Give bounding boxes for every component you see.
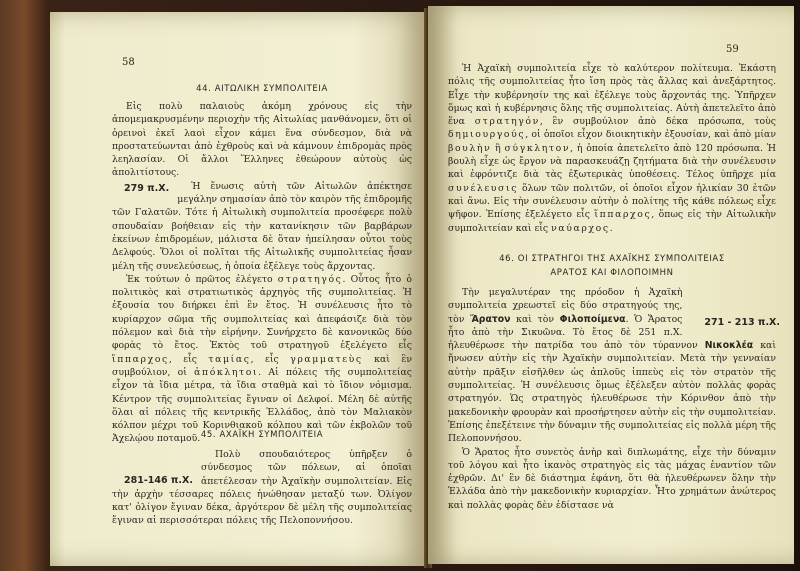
- text: ὅλων τῶν πολιτῶν, οἱ ὁποῖοι εἶχον ἡλικίαν 30 ἐτῶν καὶ ἄνω. Εἰς τὴν συνέλευσιν αὐτὴν ὁ πολίτης τῆς κάθε πόλεως εἶχε ψῆφον. Ἐπίσης ἐξελέγετο εἷς: [448, 182, 776, 221]
- spaced-term: ἵππαρχος: [594, 209, 652, 221]
- text: , ἓν συμβούλιον ἀπὸ δέκα πρόσωπα, τοὺς: [539, 116, 776, 128]
- section-subheading: ΑΡΑΤΟΣ ΚΑΙ ΦΙΛΟΠΟΙΜΗΝ: [550, 268, 674, 278]
- text: καὶ ἓν συμβούλιον, οἱ: [112, 353, 412, 378]
- spaced-term: ναύαρχος: [551, 222, 610, 234]
- paragraph: [112, 180, 412, 273]
- text: ἢ: [495, 142, 501, 154]
- section-body: [448, 62, 776, 268]
- spaced-term: στρατηγόν: [474, 116, 540, 128]
- text: , εἷς: [168, 353, 197, 365]
- margin-date: 279 π.Χ.: [124, 182, 170, 194]
- spaced-term: βουλὴν: [448, 142, 492, 154]
- section-heading: 45. ΑΧΑΪΚΗ ΣΥΜΠΟΛΙΤΕΙΑ: [200, 430, 324, 440]
- text: .: [609, 222, 613, 234]
- section-heading: 44. ΑΙΤΩΛΙΚΗ ΣΥΜΠΟΛΙΤΕΙΑ: [196, 84, 328, 94]
- margin-date: 281-146 π.Χ.: [124, 475, 193, 486]
- paragraph: [448, 286, 780, 446]
- text: . Ὁ Ἄρατος ἦτο ἀπὸ τὴν Σικυῶνα. Τὸ ἔτος δὲ 251 π.Χ. ἠλευθέρωσε τὴν πατρίδα του ἀπὸ τὸν τύραννον: [448, 313, 698, 352]
- text: καὶ τὸν: [516, 313, 554, 325]
- spaced-term: στρατηγός: [277, 273, 343, 285]
- spaced-term: ταμίας: [208, 353, 251, 365]
- bold-name: Φιλοποίμενα: [559, 313, 626, 325]
- bold-name: Ἄρατον: [470, 313, 511, 325]
- page-number: 58: [122, 57, 135, 68]
- spaced-term: γραμματεὺς: [290, 353, 363, 365]
- paragraph: Εἰς πολὺ παλαιοὺς ἀκόμη χρόνους εἰς τὴν ἀπομεμακρυσμένην περιοχὴν τῆς Αἰτωλίας μανθάνομεν, ὅτι οἱ ὀρεινοὶ ἐκεῖ λαοὶ εἶχον κάμει ἕνα σύνδεσμον, διὰ νὰ προστατεύωνται ἀπὸ ἐχθροὺς καὶ νὰ κάμνουν ἐπιδρομὰς πρὸς λεηλασίαν. Οἱ ἄλλοι Ἕλληνες ἐθεώρουν αὐτοὺς ὡς ἀπολιτίστους.: [112, 101, 412, 179]
- spaced-term: ἵππαρχος: [112, 353, 169, 365]
- paragraph-text: Ἡ ἕνωσις αὐτὴ τῶν Αἰτωλῶν ἀπέκτησε μεγάλην σημασίαν ἀπὸ τὸν καιρὸν τῆς ἐπιδρομῆς τῶν Γαλατῶν. Τότε ἡ Αἰτωλικὴ συμπολιτεία προσέφερε πολὺ σπουδαίαν βοήθειαν εἰς τὴν κατανίκησιν τῶν βαρβάρων ἐκείνων ἐπιδρομέων, μάλιστα δὲ ὅταν ἠπείλησαν οὗτοι τοὺς Δελφούς. Ὅλοι οἱ πολῖται τῆς Αἰτωλικῆς συμπολιτείας ἦσαν μέλη τῆς συνελεύσεως, ἡ ὁποία ἐξέλεγε τοὺς ἄρχοντας.: [112, 180, 412, 272]
- paragraph: [112, 448, 412, 528]
- paragraph: [112, 273, 412, 446]
- text: , οἱ ὁποῖοι εἶχον διοικητικὴν ἐξουσίαν, καὶ ἀπὸ μίαν: [525, 129, 776, 141]
- spaced-term: σύγκλητον: [504, 142, 571, 154]
- text: . Αἱ πόλεις τῆς συμπολιτείας εἶχον τὰ ἴδια μέτρα, τὰ ἴδια σταθμὰ καὶ τὸ ἴδιον νόμισμα. Κέντρον τῆς συμπολιτείας ἔγιναν οἱ Δελφοί. Μέλη δὲ αὐτῆς ὅλαι αἱ πόλεις τῆς κεντρικῆς Ἑλλάδος, ἀπὸ τὸν Μαλιακὸν κόλπον μέχρι τοῦ Κορινθιακοῦ κόλπου καὶ τῶν ἐκβολῶν τοῦ Ἀχελῴου ποταμοῦ.: [112, 366, 412, 445]
- margin-date: 271 - 213 π.Χ.: [704, 317, 780, 328]
- left-page: [50, 12, 428, 566]
- right-page: [428, 6, 794, 564]
- bold-name: Νικοκλέα: [704, 340, 754, 352]
- text: , ἡ ὁποία ἀπετελεῖτο ἀπὸ 120 πρόσωπα. Ἡ βουλὴ εἶχε ὡς ἔργον νὰ παρασκευάζῃ ζητήματα διὰ τὴν συνέλευσιν καὶ ἐφρόντιζε διὰ τὰς ἐξωτερικὰς ὑποθέσεις. Τέλος ὑπῆρχε μία: [448, 142, 776, 181]
- spaced-term: ἀπόκλητοι: [194, 366, 259, 378]
- text: Ἐκ τούτων ὁ πρῶτος ἐλέγετο: [126, 273, 273, 285]
- text: , ὅπως εἰς τὴν Αἰτωλικὴν συμπολιτείαν καὶ εἷς: [448, 209, 776, 234]
- paragraph: Ὁ Ἄρατος ἦτο συνετὸς ἀνὴρ καὶ διπλωμάτης, εἶχε τὴν δύναμιν τοῦ λόγου καὶ ἦτο ἱκανὸς στρατηγὸς εἰς τὰς μάχας ἐναντίον τῶν ἐχθρῶν. Δι' ἓν δὲ διάστημα ἐφάνη, ὅτι θὰ ἠλευθέρωνεν ὅλην τὴν Ἑλλάδα ἀπὸ τὴν μακεδονικὴν κυριαρχίαν. Ἦτο χρημάτων ἀνώτερος καὶ πολλὰς φορὰς δὲν ἐδίστασε νὰ: [448, 446, 776, 511]
- spaced-term: συνέλευσις: [448, 182, 519, 194]
- spaced-term: δημιουργούς: [448, 129, 526, 141]
- section-body: [448, 286, 780, 562]
- text: . Οὗτος ἦτο ὁ πολιτικὸς καὶ στρατιωτικὸς ἀρχηγὸς τῆς συμπολιτείας. Ἡ ἐξουσία του διήρκει ἐπὶ ἓν ἔτος. Ἡ συνέλευσις ἦτο τὸ κυρίαρχον σῶμα τῆς συμπολιτείας καὶ ἀπεφάσιζε διὰ τὸν πόλεμον καὶ διὰ τὴν εἰρήνην. Συνήρχετο δὲ κανονικῶς δύο φορὰς τὸ ἔτος. Ἐκτὸς τοῦ στρατηγοῦ ἐξελέγετο εἷς: [112, 273, 413, 352]
- text: , εἷς: [250, 353, 279, 365]
- page-number: 59: [726, 44, 739, 55]
- text: καὶ ἤνωσεν αὐτὴν εἰς τὴν Ἀχαϊκὴν συμπολιτείαν. Μετὰ τὴν γενναίαν αὐτὴν πρᾶξιν εἰσῆλθεν ὡς ἁπλοῦς ἱππεὺς εἰς τὸν στρατὸν τῆς συμπολιτείας. Ἡ συνέλευσις ὅμως ἐξέλεξεν αὐτὸν πολλὰς φορὰς στρατηγόν. Ὡς στρατηγὸς ἠλευθέρωσε τὴν Κόρινθον ἀπὸ τὴν μακεδονικὴν φρουρὰν καὶ προσήρτησεν αὐτὴν εἰς τὴν συμπολιτείαν. Ἐπίσης ἐπεξέτεινε τὴν δύναμιν τῆς συμπολιτείας εἰς πολλὰ μέρη τῆς Πελοποννήσου.: [448, 340, 776, 445]
- paragraph: [448, 62, 776, 235]
- text: Ἡ Ἀχαϊκὴ συμπολιτεία εἶχε τὸ καλύτερον πολίτευμα. Ἑκάστη πόλις τῆς συμπολιτείας ἦτο ἴση πρὸς τὰς ἄλλας καὶ ἀνεξάρτητος. Εἶχε τὴν κυβέρνησίν της καὶ ἐξέλεγε τοὺς ἄρχοντάς της. Ὑπῆρχεν ὅμως καὶ ἡ κυβέρνησις ὅλης τῆς συμπολιτείας. Αὐτὴ ἀπετελεῖτο ἀπὸ ἕνα: [448, 63, 776, 128]
- paragraph-text: Πολὺ σπουδαιότερος ὑπῆρξεν ὁ σύνδεσμος τῶν πόλεων, αἱ ὁποῖαι ἀπετέλεσαν τὴν Ἀχαϊκὴν συμπολιτείαν. Εἰς τὴν ἀρχὴν τέσσαρες πόλεις ἡνώθησαν μεταξύ των. Ὀλίγον κατ' ὀλίγον ἔγιναν δέκα, ἀργότερον δὲ μέλη τῆς συμπολιτείας ἔγιναν αἱ περισσότεραι πόλεις τῆς Πελοποννήσου.: [112, 449, 412, 527]
- section-heading: 46. ΟΙ ΣΤΡΑΤΗΓΟΙ ΤΗΣ ΑΧΑΪΚΗΣ ΣΥΜΠΟΛΙΤΕΙΑΣ: [499, 254, 725, 264]
- section-body: [112, 448, 412, 558]
- text: Τὴν μεγαλυτέραν της πρόοδον ἡ Ἀχαϊκὴ συμπολιτεία χρεωστεῖ εἰς δύο στρατηγούς της, τὸν: [448, 287, 683, 325]
